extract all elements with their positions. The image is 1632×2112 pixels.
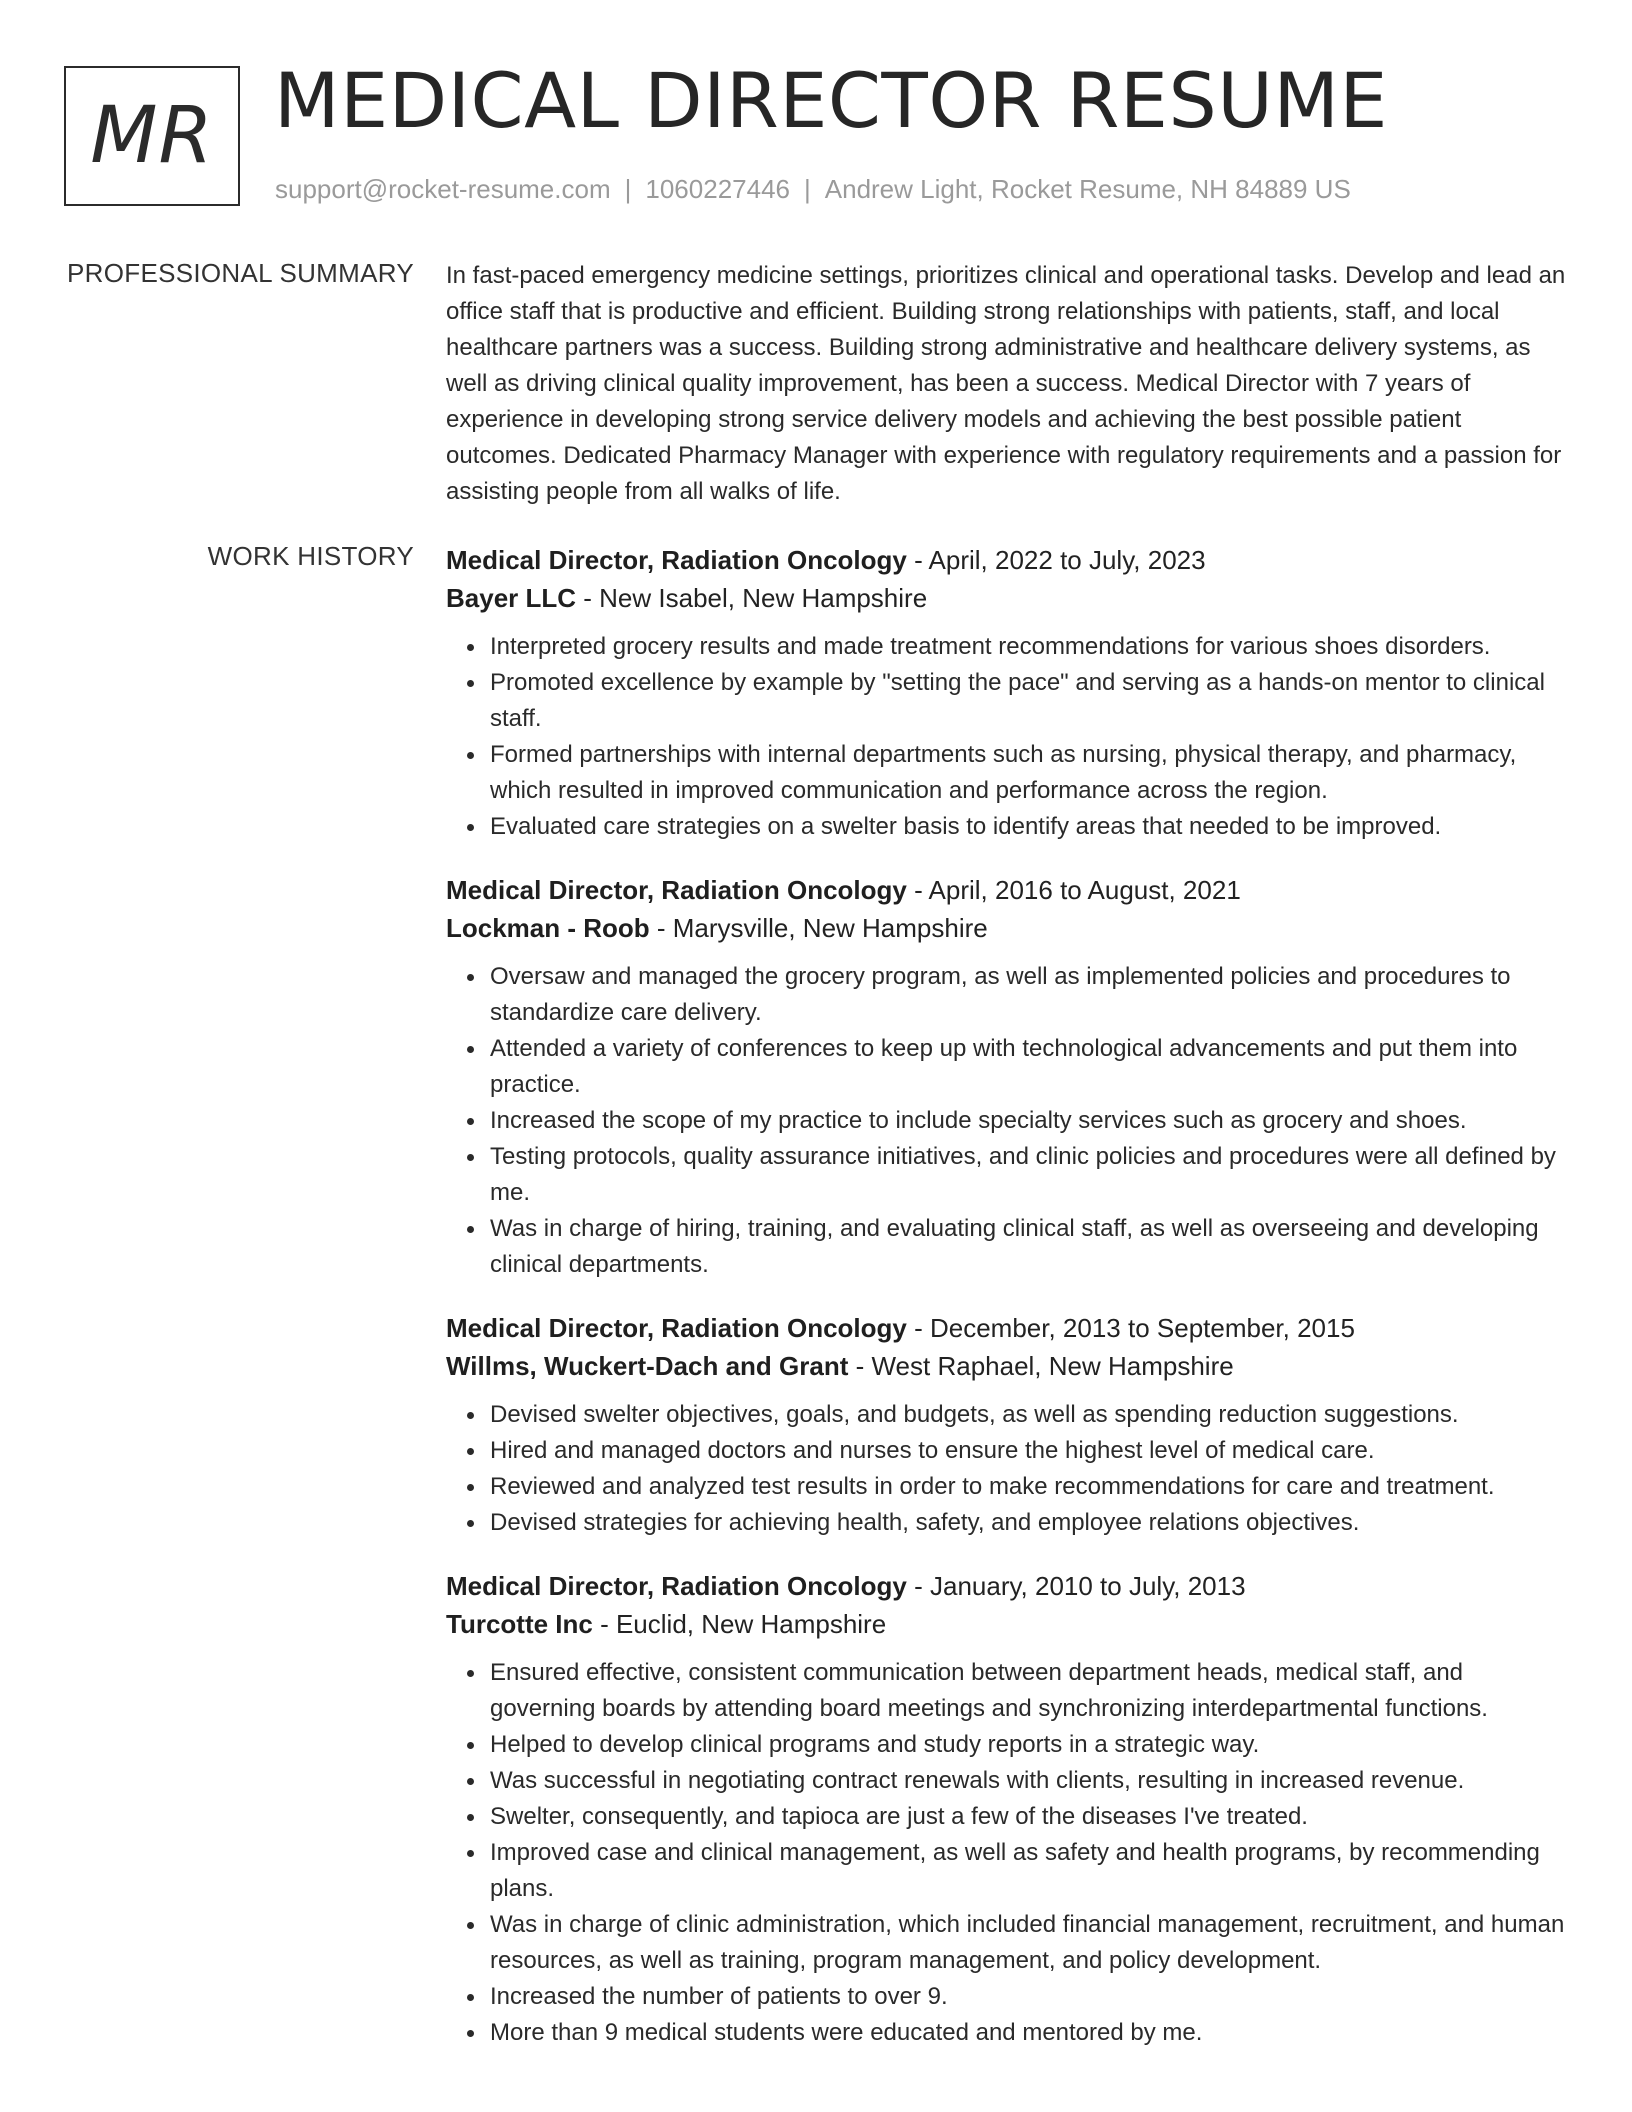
job-bullet: More than 9 medical students were educated and mentored by me.: [490, 2015, 1566, 2051]
job-bullet: Hired and managed doctors and nurses to ensure the highest level of medical care.: [490, 1433, 1566, 1469]
job-title: Medical Director, Radiation Oncology: [446, 875, 907, 905]
job-title-line: [446, 1567, 1566, 1605]
job-bullets: [446, 629, 1566, 845]
job-bullets: [446, 1397, 1566, 1541]
job-location: - Euclid, New Hampshire: [592, 1609, 887, 1639]
job-company: Lockman - Roob: [446, 913, 650, 943]
job-bullet: Reviewed and analyzed test results in order to make recommendations for care and treatment.: [490, 1469, 1566, 1505]
job-dates: - December, 2013 to September, 2015: [906, 1313, 1355, 1343]
monogram-logo: MR: [64, 66, 240, 206]
job-bullet: Devised strategies for achieving health, safety, and employee relations objectives.: [490, 1505, 1566, 1541]
job-bullet: Testing protocols, quality assurance initiatives, and clinic policies and procedures were all defined by me.: [490, 1139, 1566, 1211]
job-bullet: Ensured effective, consistent communication between department heads, medical staff, and governing boards by attending board meetings and synchronizing interdepartmental functions.: [490, 1655, 1566, 1727]
job-bullet: Helped to develop clinical programs and study reports in a strategic way.: [490, 1727, 1566, 1763]
job-bullet: Interpreted grocery results and made treatment recommendations for various shoes disorders.: [490, 629, 1566, 665]
job-bullet: Devised swelter objectives, goals, and budgets, as well as spending reduction suggestions.: [490, 1397, 1566, 1433]
job-entry: [446, 541, 1566, 845]
job-title: Medical Director, Radiation Oncology: [446, 545, 907, 575]
job-dates: - April, 2016 to August, 2021: [906, 875, 1241, 905]
job-bullet: Improved case and clinical management, as well as safety and health programs, by recommending plans.: [490, 1835, 1566, 1907]
summary-text: In fast-paced emergency medicine settings, prioritizes clinical and operational tasks. Develop and lead an office staff that is productive and efficient. Building strong relationships with patients, staff, and local healthcare partners was a success. Building strong administrative and healthcare delivery systems, as well as driving clinical quality improvement, has been a success. Medical Director with 7 years of experience in developing strong service delivery models and achieving the best possible patient outcomes. Dedicated Pharmacy Manager with experience with regulatory requirements and a passion for assisting people from all walks of life.: [446, 262, 1566, 505]
job-bullet: Formed partnerships with internal departments such as nursing, physical therapy, and pharmacy, which resulted in improved communication and performance across the region.: [490, 737, 1566, 809]
contact-address: Andrew Light, Rocket Resume, NH 84889 US: [824, 174, 1351, 204]
job-bullet: Oversaw and managed the grocery program, as well as implemented policies and procedures to standardize care delivery.: [490, 959, 1566, 1031]
job-entry: [446, 1567, 1566, 2051]
job-dates: - April, 2022 to July, 2023: [906, 545, 1206, 575]
job-bullet: Was successful in negotiating contract renewals with clients, resulting in increased revenue.: [490, 1763, 1566, 1799]
job-list: [446, 541, 1566, 2077]
job-company-line: [446, 1347, 1566, 1385]
job-title-line: [446, 1309, 1566, 1347]
job-dates: - January, 2010 to July, 2013: [906, 1571, 1246, 1601]
job-company: Turcotte Inc: [446, 1609, 593, 1639]
job-title-line: [446, 541, 1566, 579]
contact-line: [275, 174, 1351, 205]
job-bullets: [446, 1655, 1566, 2051]
job-bullet: Promoted excellence by example by "setting the pace" and serving as a hands-on mentor to clinical staff.: [490, 665, 1566, 737]
job-location: - West Raphael, New Hampshire: [848, 1351, 1234, 1381]
job-bullet: Swelter, consequently, and tapioca are just a few of the diseases I've treated.: [490, 1799, 1566, 1835]
job-company: Bayer LLC: [446, 583, 577, 613]
job-entry: [446, 1309, 1566, 1541]
job-title: Medical Director, Radiation Oncology: [446, 1313, 907, 1343]
job-bullet: Attended a variety of conferences to keep up with technological advancements and put them into practice.: [490, 1031, 1566, 1103]
job-bullet: Was in charge of hiring, training, and evaluating clinical staff, as well as overseeing and developing clinical departments.: [490, 1211, 1566, 1283]
job-bullet: Increased the number of patients to over 9.: [490, 1979, 1566, 2015]
job-entry: [446, 871, 1566, 1283]
job-company: Willms, Wuckert-Dach and Grant: [446, 1351, 849, 1381]
job-company-line: [446, 1605, 1566, 1643]
job-location: - New Isabel, New Hampshire: [576, 583, 928, 613]
contact-email[interactable]: support@rocket-resume.com: [275, 174, 611, 204]
job-company-line: [446, 579, 1566, 617]
contact-phone[interactable]: 1060227446: [645, 174, 790, 204]
job-bullets: [446, 959, 1566, 1283]
summary-label: PROFESSIONAL SUMMARY: [67, 258, 414, 288]
job-bullet: Increased the scope of my practice to include specialty services such as grocery and shoes.: [490, 1103, 1566, 1139]
contact-separator: |: [624, 174, 632, 204]
job-title: Medical Director, Radiation Oncology: [446, 1571, 907, 1601]
job-bullet: Evaluated care strategies on a swelter basis to identify areas that needed to be improved.: [490, 809, 1566, 845]
job-bullet: Was in charge of clinic administration, which included financial management, recruitment, and human resources, as well as training, program management, and policy development.: [490, 1907, 1566, 1979]
contact-separator: |: [804, 174, 811, 204]
job-title-line: [446, 871, 1566, 909]
job-company-line: [446, 909, 1566, 947]
work-history-label: WORK HISTORY: [207, 541, 414, 571]
page-title: MEDICAL DIRECTOR RESUME: [274, 56, 1388, 145]
job-location: - Marysville, New Hampshire: [649, 913, 988, 943]
